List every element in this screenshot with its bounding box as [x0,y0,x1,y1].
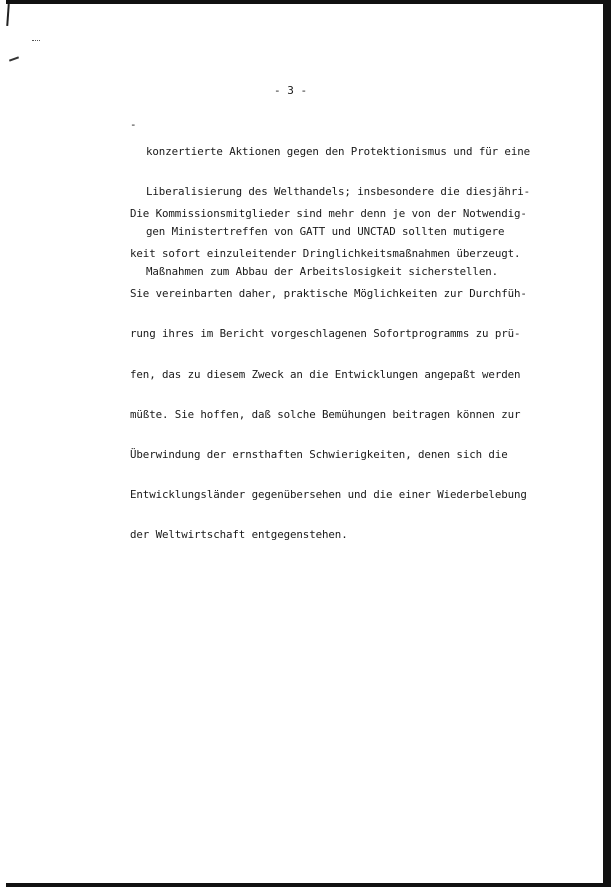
scan-mark [32,40,40,43]
bullet-dash: - [130,118,137,131]
scan-border-bottom [6,883,605,887]
scan-mark [6,4,10,26]
text-line: Maßnahmen zum Abbau der Arbeitslosigkeit sicherstellen. [146,265,499,279]
text-line: Sie vereinbarten daher, praktische Möglichkeiten zur Durchfüh- [130,287,527,301]
scan-border-top [6,0,605,4]
text-line: rung ihres im Bericht vorgeschlagenen Sofortprogramms zu prü- [130,327,521,341]
scan-border-right [603,0,611,887]
text-line: müßte. Sie hoffen, daß solche Bemühungen beitragen können zur [130,407,521,421]
text-line: Entwicklungsländer gegenübersehen und die einer Wiederbelebung [130,488,527,502]
text-line: Die Kommissionsmitglieder sind mehr denn je von der Notwendig- [130,206,527,220]
text-line: keit sofort einzuleitender Dringlichkeitsmaßnahmen überzeugt. [130,247,521,261]
scan-mark [9,56,19,61]
body-paragraph [130,180,527,569]
text-line: fen, das zu diesem Zweck an die Entwicklungen angepaßt werden [130,367,521,381]
page-number: - 3 - [274,84,308,97]
text-line: gen Ministertreffen von GATT und UNCTAD sollten mutigere [146,225,505,239]
text-line: der Weltwirtschaft entgegenstehen. [130,528,348,542]
text-line: Liberalisierung des Welthandels; insbesondere die diesjähri- [146,185,531,199]
text-line: konzertierte Aktionen gegen den Protektionismus und für eine [146,144,531,158]
text-line: Überwindung der ernsthaften Schwierigkeiten, denen sich die [130,448,508,462]
